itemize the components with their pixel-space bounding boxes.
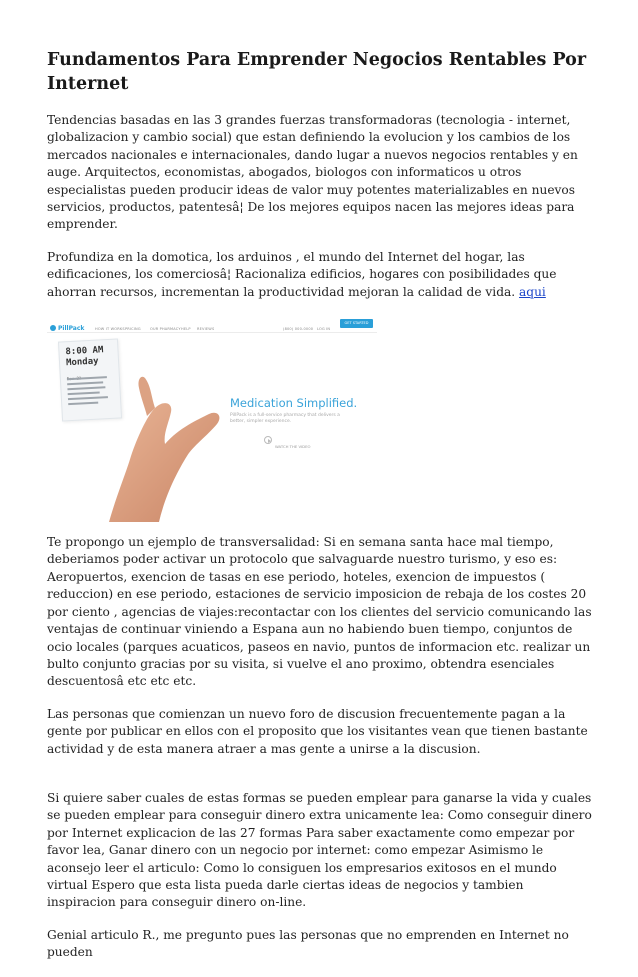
page-title: Fundamentos Para Emprender Negocios Rentables Por Internet <box>47 50 587 94</box>
pack-time: 8:00 AM <box>65 345 104 358</box>
paragraph-foro: Las personas que comienzan un nuevo foro de discusion frecuentemente pagan a la gente por publicar en ellos con el proposito que los visitantes vean que tienen bastante actividad y de esta manera atraer a mas gente a unirse a la discusion. <box>47 706 588 756</box>
document-page <box>47 48 595 977</box>
pillpack-logo: PillPack <box>50 320 84 337</box>
figure-nav-link: REVIEWS <box>197 327 215 332</box>
pill-pack-pouch <box>58 339 122 422</box>
aqui-link[interactable]: aqui <box>519 284 546 299</box>
figure-subtext: PillPack is a full-service pharmacy that delivers a better, simpler experience. <box>230 413 340 425</box>
pack-text-line <box>68 396 108 400</box>
figure-nav-link: HELP <box>181 327 191 332</box>
figure-login: LOG IN <box>317 327 331 332</box>
paragraph-transversalidad: Te propongo un ejemplo de transversalidad: Si en semana santa hace mal tiempo, deberiamos poder activar un protocolo que salvaguarde nuestro turismo, y eso es: Aeropuertos, exencion de tasas en ese periodo, hoteles, exencion de impuestos ( reduccion) en ese periodo, estaciones de servicio imposicion de rebaja de los costes 20 por ciento , agencias de viajes:recontactar con los clientes del servicio comunicando las ventajas de continuar viniendo a Espana aun no habiendo buen tiempo, conjuntos de ocio locales (parques acuaticos, paseos en navio, puntos de informacion etc. realizar un bulto conjunto gracias por su visita, si vuelve el ano proximo, obtendra esenciales descuentosâ etc etc etc. <box>47 535 592 689</box>
paragraph-intro: Tendencias basadas en las 3 grandes fuerzas transformadoras (tecnologia - internet, globalizacion y cambio social) que estan definiendo la evolucion y los cambios de los mercados nacionales e internacionales, dando lugar a nuevos negocios rentables y en auge. Arquitectos, economistas, abogados, biologos con informaticos u otros especialistas pueden producir ideas de valor muy potentes materializables en nuevos servicios, productos, patentesâ¦ De los mejores equipos nacen las mejores ideas para emprender. <box>47 113 578 232</box>
pack-text-line <box>68 392 100 395</box>
figure-nav-link: HOW IT WORKS <box>95 327 125 332</box>
pack-day: Monday <box>65 356 99 369</box>
figure-nav-link: PRICING <box>125 327 141 332</box>
pillpack-screenshot-image <box>47 316 377 522</box>
pack-text-line <box>68 402 98 405</box>
paragraph-domotica-text: Profundiza en la domotica, los arduinos , el mundo del Internet del hogar, las edificaciones, los comerciosâ¦ Racionaliza edificios, hogares con posibilidades que ahorran recursos, incrementan la productividad mejoran la calidad de vida. <box>47 249 557 299</box>
figure-nav-link: OUR PHARMACY <box>150 327 181 332</box>
play-icon <box>264 436 272 444</box>
paragraph-comentario: Genial articulo R., me pregunto pues las personas que no emprenden en Internet no pueden <box>47 927 569 960</box>
paragraph-formas: Si quiere saber cuales de estas formas se pueden emplear para ganarse la vida y cuales se pueden emplear para conseguir dinero extra unicamente lea: Como conseguir dinero por Internet explicacion de las 27 formas Para saber exactamente como empezar por favor lea, Ganar dinero con un negocio por internet: como empezar Asimismo le aconsejo leer el articulo: Como lo consiguen los empresarios exitosos en el mundo virtual Espero que esta lista pueda darle ciertas ideas de negocios y tambien inspiracion para conseguir dinero on-line. <box>47 790 592 910</box>
figure-phone: (800) 000-0000 <box>283 327 314 332</box>
figure-watch-video: WATCH THE VIDEO <box>275 444 311 450</box>
paragraph-domotica <box>47 249 595 301</box>
figure-headline: Medication Simplified. <box>230 396 358 411</box>
figure-get-started-button: GET STARTED <box>340 319 373 328</box>
pack-text-line <box>67 381 103 384</box>
